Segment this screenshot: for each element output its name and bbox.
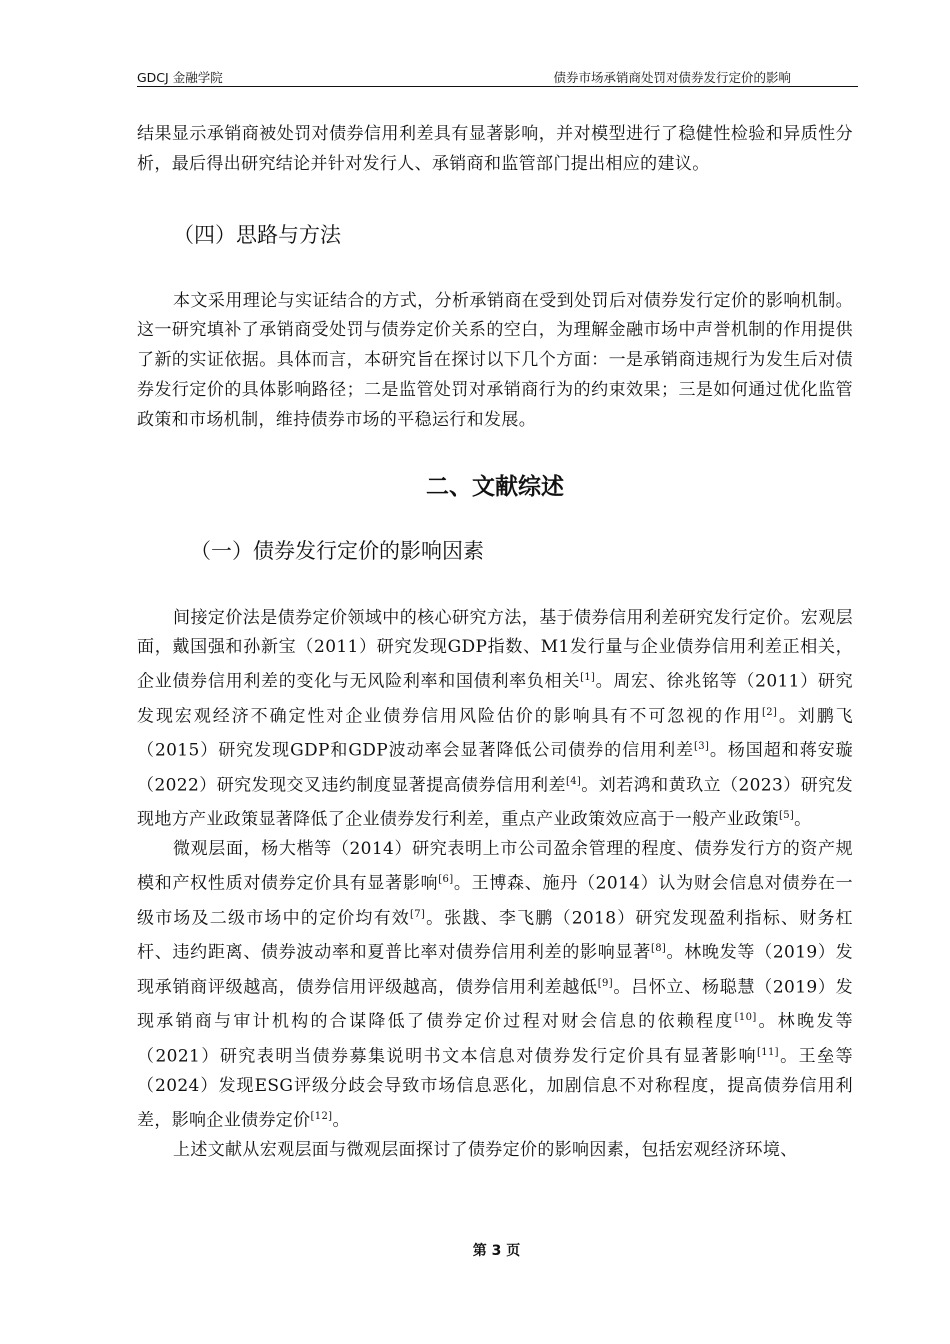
citation-10: [10] [734,1012,757,1024]
header-institution: GDCJ 金融学院 [137,70,223,85]
micro-text-7: 。 [332,1110,350,1131]
macro-text-2: 。刘鹏飞（2015）研究发现GDP和GDP波动率会显著降低公司债券的信用利差 [137,706,853,761]
paragraph-summary: 上述文献从宏观层面与微观层面探讨了债券定价的影响因素，包括宏观经济环境、 [173,1140,798,1161]
macro-text-3: 。杨国超和蒋安璇（2022）研究发现交叉违约制度显著提高债券信用利差 [137,740,853,796]
citation-3: [3] [694,741,710,753]
micro-text-1: 。王博森、施丹（2014）认为财会信息对债券在一级市场及二级市场中的定价均有效 [137,873,854,929]
citation-1: [1] [580,672,596,684]
citation-12: [12] [310,1110,333,1122]
micro-text-2: 。张戡、李飞鹏（2018）研究发现盈利指标、财务杠杆、违约距离、债券波动率和夏普比率对债券信用利差的影响显著 [137,908,854,963]
citation-9: [9] [597,977,614,989]
citation-6: [6] [438,874,454,886]
paragraph-approach: 本文采用理论与实证结合的方式，分析承销商在受到处罚后对债券发行定价的影响机制。这一研究填补了承销商受处罚与债券定价关系的空白，为理解金融市场中声誉机制的作用提供了新的实证依据。具体而言，本研究旨在探讨以下几个方面：一是承销商违规行为发生后对债券发行定价的具体影响路径；二是监管处罚对承销商行为的约束效果；三是如何通过优化监管政策和市场机制，维持债券市场的平稳运行和发展。 [137,290,853,430]
header-paper-title: 债券市场承销商处罚对债券发行定价的影响 [553,70,791,85]
citation-4: [4] [565,775,582,787]
macro-text-1: 。周宏、徐兆铭等（2011）研究发现宏观经济不确定性对企业债券信用风险估价的影响具有不可忽视的作用 [137,671,853,727]
page-body [137,120,853,1166]
section-heading-pricing-factors: （一）债券发行定价的影响因素 [190,538,484,563]
paragraph-macro-literature [137,604,853,836]
section-heading-approach: （四）思路与方法 [173,222,341,247]
citation-11: [11] [756,1046,779,1058]
citation-5: [5] [778,809,795,821]
micro-text-0: 微观层面，杨大楷等（2014）研究表明上市公司盈余管理的程度、债券发行方的资产规模和产权性质对债券定价具有显著影响 [137,839,853,894]
citation-7: [7] [410,908,426,920]
citation-8: [8] [650,943,667,955]
macro-text-5: 。 [794,809,812,830]
micro-text-5: 。林晚发等（2021）研究表明当债券募集说明书文本信息对债券发行定价具有显著影响 [137,1011,853,1067]
page-number: 第 3 页 [472,1243,521,1259]
macro-text-0: 间接定价法是债券定价领域中的核心研究方法，基于债券信用利差研究发行定价。宏观层面，戴国强和孙新宝（2011）研究发现GDP指数、M1发行量与企业债券信用利差正相关，企业债券信用利差的变化与无风险利率和国债利率负相关 [137,607,853,692]
micro-text-4: 。吕怀立、杨聪慧（2019）发现承销商与审计机构的合谋降低了债券定价过程对财会信息的依赖程度 [137,977,853,1032]
paragraph-continued: 结果显示承销商被处罚对债券信用利差具有显著影响，并对模型进行了稳健性检验和异质性分析，最后得出研究结论并针对发行人、承销商和监管部门提出相应的建议。 [137,124,853,174]
macro-text-4: 。刘若鸿和黄玖立（2023）研究发现地方产业政策显著降低了企业债券发行利差，重点产业政策效应高于一般产业政策 [137,775,853,830]
citation-2: [2] [762,706,778,718]
micro-text-6: 。王垒等（2024）发现ESG评级分歧会导致市场信息恶化，加剧信息不对称程度，提高债券信用利差，影响企业债券定价 [137,1046,854,1131]
paragraph-micro-literature [137,835,853,1136]
chapter-heading-literature-review: 二、文献综述 [426,473,564,500]
header-divider [137,86,858,87]
page-header [137,66,857,88]
micro-text-3: 。林晚发等（2019）发现承销商评级越高，债券信用评级越高，债券信用利差越低 [137,942,853,998]
